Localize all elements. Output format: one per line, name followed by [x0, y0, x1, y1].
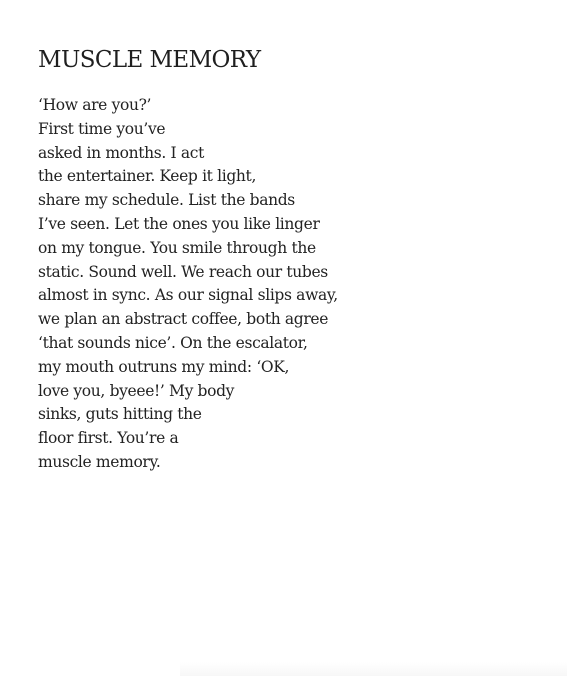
poem-line: ‘that sounds nice’. On the escalator,	[38, 333, 308, 352]
page-edge-shadow	[180, 662, 567, 676]
poem-line: my mouth outruns my mind: ‘OK,	[38, 357, 290, 376]
poem-line: love you, byeee!’ My body	[38, 381, 235, 400]
poem-line: floor first. You’re a	[38, 429, 179, 448]
poem-line: sinks, guts hitting the	[38, 405, 202, 424]
poem-line: First time you’ve	[38, 119, 166, 138]
poem-line: muscle memory.	[38, 452, 161, 471]
poem-line: I’ve seen. Let the ones you like linger	[38, 214, 320, 233]
poem-line: share my schedule. List the bands	[38, 191, 295, 210]
poem-line: on my tongue. You smile through the	[38, 238, 316, 257]
poem-line: we plan an abstract coffee, both agree	[38, 310, 329, 329]
poem-line: the entertainer. Keep it light,	[38, 167, 257, 186]
poem-line: asked in months. I act	[38, 143, 205, 162]
poem-line: static. Sound well. We reach our tubes	[38, 262, 328, 281]
poem-title: MUSCLE MEMORY	[38, 47, 261, 73]
poem-line: ‘How are you?’	[38, 96, 152, 114]
poem-body	[38, 94, 567, 475]
poem-line: almost in sync. As our signal slips away,	[38, 286, 338, 305]
